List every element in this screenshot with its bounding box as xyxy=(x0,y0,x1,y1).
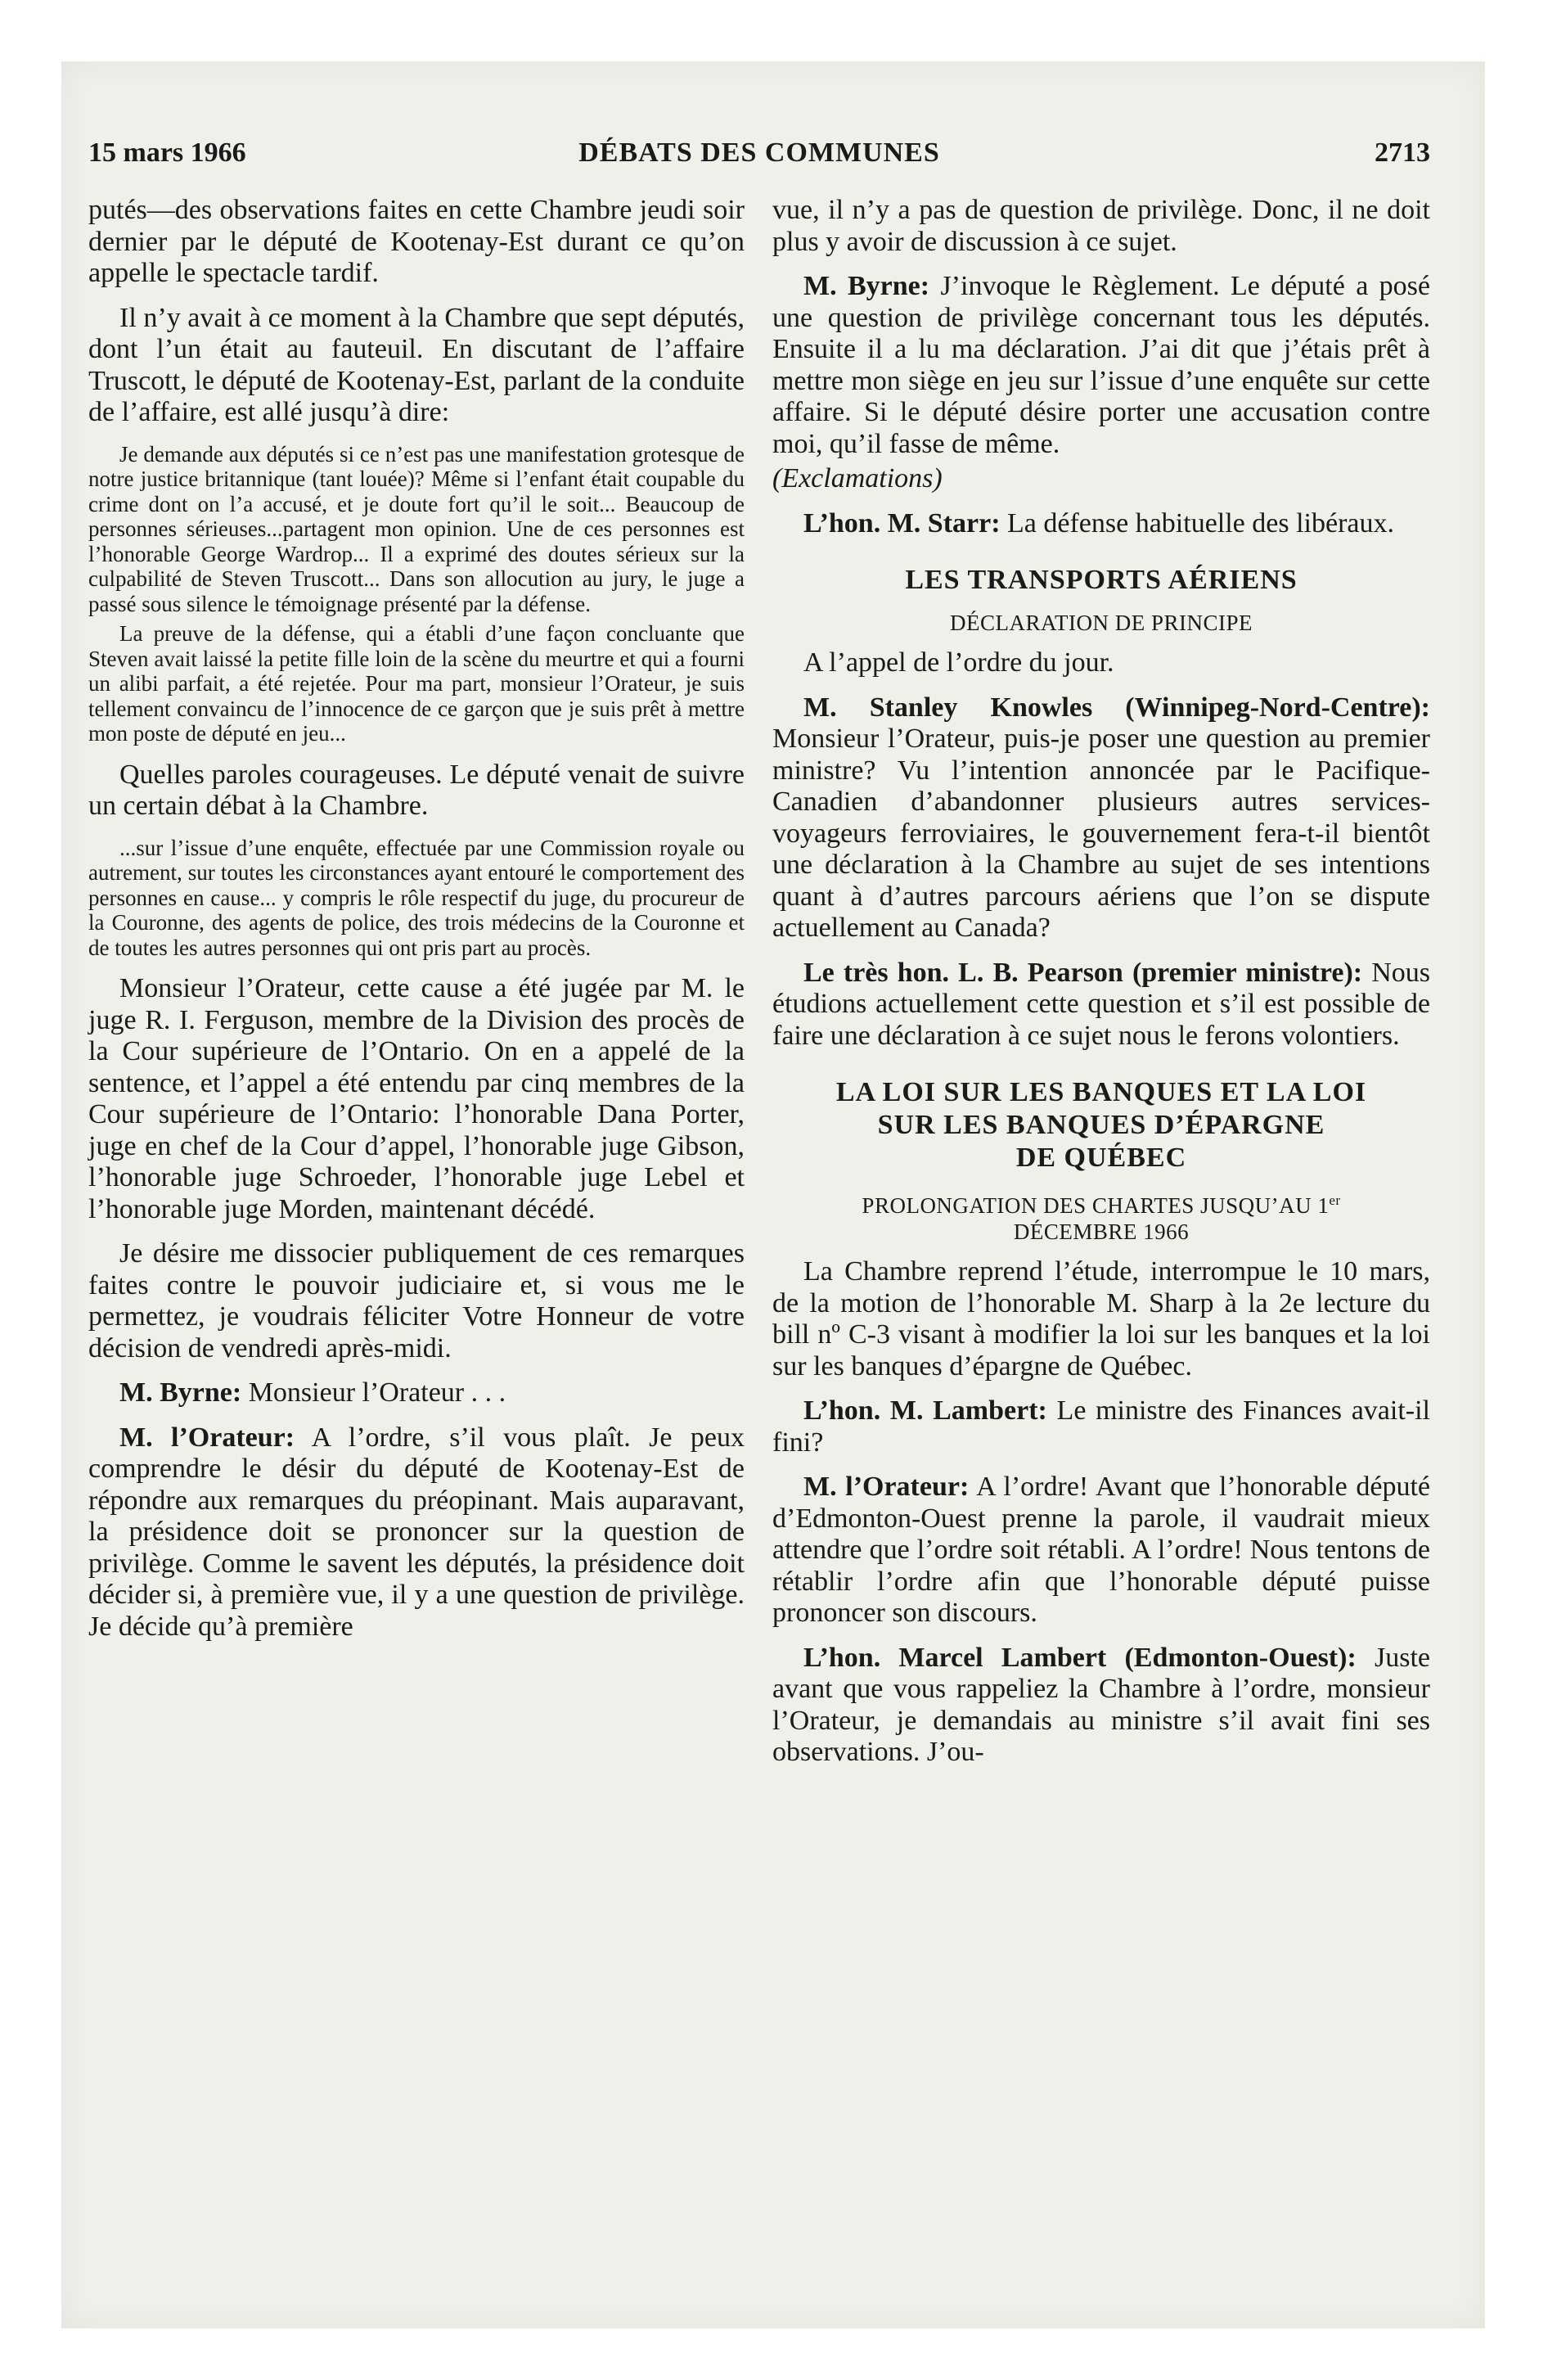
speech-text: Monsieur l’Orateur, puis-je poser une question au premier ministre? Vu l’intention annoncée par le Pacifique-Canadien d’abandonner plusieurs autres services-voyageurs ferroviaires, le gouvernement fera-t-il bientôt une déclaration à la Chambre au sujet de ses intentions quant à d’autres parcours aériens que l’on se dispute actuellement au Canada? xyxy=(772,723,1430,943)
paragraph: putés—des observations faites en cette Chambre jeudi soir dernier par le député de Kootenay-Est durant ce qu’on appelle le spectacle tardif. xyxy=(88,195,745,288)
paragraph: Je désire me dissocier publiquement de ces remarques faites contre le pouvoir judiciaire et, si vous me le permettez, je voudrais féliciter Votre Honneur de votre décision de vendredi après-midi. xyxy=(88,1238,745,1364)
speech-text: A l’ordre, s’il vous plaît. Je peux comprendre le désir du député de Kootenay-Est de répondre aux remarques du préopinant. Mais auparavant, la présidence doit se prononcer sur la question de privilège. Comme le savent les députés, la présidence doit décider si, à première vue, il y a une question de privilège. Je décide qu’à première xyxy=(88,1422,745,1642)
page-header xyxy=(88,137,1430,170)
speaker-name: M. l’Orateur: xyxy=(803,1472,970,1502)
paragraph: Il n’y avait à ce moment à la Chambre que sept députés, dont l’un était au fauteuil. En discutant de l’affaire Truscott, le député de Kootenay-Est, parlant de la conduite de l’affaire, est allé jusqu’à dire: xyxy=(88,302,745,427)
subtitle-superscript: er xyxy=(1329,1192,1341,1208)
paragraph: Monsieur l’Orateur, cette cause a été jugée par M. le juge R. I. Ferguson, membre de la Division des procès de la Cour supérieure de l’Ontario. On en a appelé de la sentence, et l’appel a été entendu par cinq membres de la Cour supérieure de l’Ontario: l’honorable Dana Porter, juge en chef de la Cour d’appel, l’honorable juge Gibson, l’honorable juge Schroeder, l’honorable juge Lebel et l’honorable juge Morden, maintenant décédé. xyxy=(88,973,745,1224)
speech xyxy=(772,1395,1430,1458)
paragraph: A l’appel de l’ordre du jour. xyxy=(803,647,1114,678)
section-title-line: DE QUÉBEC xyxy=(1015,1143,1187,1173)
speaker-name: L’hon. M. Lambert: xyxy=(803,1395,1047,1426)
subtitle-text: PROLONGATION DES CHARTES JUSQU’AU 1 xyxy=(862,1193,1330,1218)
section-title: LES TRANSPORTS AÉRIENS xyxy=(905,565,1298,595)
left-column xyxy=(88,195,745,1656)
speech-text: Monsieur l’Orateur . . . xyxy=(248,1377,506,1408)
speech-text: A l’ordre! Avant que l’honorable député d’Edmonton-Ouest prenne la parole, il vaudrait mieux attendre que l’ordre soit rétabli. A l’ordre! Nous tentons de rétablir l’ordre afin que l’honorable député puisse prononcer son discours. xyxy=(772,1472,1430,1628)
speech xyxy=(772,692,1430,944)
speaker-name: M. l’Orateur: xyxy=(119,1422,295,1453)
header-date: 15 mars 1966 xyxy=(88,137,246,168)
speech-text: J’invoque le Règlement. Le député a posé une question de privilège concernant tous les députés. Ensuite il a lu ma déclaration. J’ai dit que j’étais prêt à mettre mon siège en jeu sur l’issue d’une enquête sur cette affaire. Si le député désire porter une accusation contre moi, qu’il fasse de même. xyxy=(772,271,1430,459)
speech xyxy=(772,271,1430,460)
section-title-line: SUR LES BANQUES D’ÉPARGNE xyxy=(877,1110,1325,1140)
quotation: La preuve de la défense, qui a établi d’une façon concluante que Steven avait laissé la petite fille loin de la scène du meurtre et qui a fourni un alibi parfait, a été rejetée. Pour ma part, monsieur l’Orateur, je suis tellement convaincu de l’innocence de ce garçon que je suis prêt à mettre mon poste de député en jeu... xyxy=(88,621,745,746)
header-title: DÉBATS DES COMMUNES xyxy=(578,137,940,168)
exclamations: (Exclamations) xyxy=(772,463,943,494)
paragraph: La Chambre reprend l’étude, interrompue le 10 mars, de la motion de l’honorable M. Sharp à la 2e lecture du bill nº C-3 visant à modifier la loi sur les banques et la loi sur les banques d’épargne de Québec. xyxy=(772,1256,1430,1382)
speech xyxy=(88,1422,745,1643)
section-title-line: LA LOI SUR LES BANQUES ET LA LOI xyxy=(835,1077,1367,1107)
speaker-name: L’hon. Marcel Lambert (Edmonton-Ouest): xyxy=(803,1642,1357,1673)
speaker-name: Le très hon. L. B. Pearson (premier ministre): xyxy=(803,957,1363,988)
subtitle-text: DÉCEMBRE 1966 xyxy=(1013,1219,1190,1244)
speech-text: La défense habituelle des libéraux. xyxy=(1007,507,1394,539)
right-column xyxy=(772,195,1430,1782)
quotation: Je demande aux députés si ce n’est pas une manifestation grotesque de notre justice britannique (tant louée)? Même si l’enfant était coupable du crime dont on l’a accusé, et je doute fort qu’il le soit... Beaucoup de personnes sérieuses...partagent mon opinion. Une de ces personnes est l’honorable George Wardrop... Il a exprimé des doutes sérieux sur la culpabilité de Steven Truscott... Dans son allocution au jury, le juge a passé sous silence le témoignage présenté par la défense. xyxy=(88,441,745,616)
speech-text: Juste avant que vous rappeliez la Chambre à l’ordre, monsieur l’Orateur, je demandais au ministre s’il avait fini ses observations. J’ou- xyxy=(772,1642,1430,1767)
section-subtitle xyxy=(772,1188,1430,1245)
speech xyxy=(88,1377,745,1409)
speech xyxy=(772,1643,1430,1769)
speech xyxy=(772,1472,1430,1629)
speech-text: Nous étudions actuellement cette question et s’il est possible de faire une déclaration à ce sujet nous le ferons volontiers. xyxy=(772,957,1431,1051)
speech-text: Le ministre des Finances avait-il fini? xyxy=(772,1395,1430,1458)
paragraph: Quelles paroles courageuses. Le député venait de suivre un certain débat à la Chambre. xyxy=(88,759,745,821)
page-number: 2713 xyxy=(1375,137,1430,168)
speaker-name: M. Stanley Knowles (Winnipeg-Nord-Centre): xyxy=(803,692,1430,723)
section-subtitle: DÉCLARATION DE PRINCIPE xyxy=(949,611,1253,635)
speaker-name: M. Byrne: xyxy=(803,271,930,301)
speaker-name: M. Byrne: xyxy=(119,1377,242,1408)
paragraph: vue, il n’y a pas de question de privilège. Donc, il ne doit plus y avoir de discussion à ce sujet. xyxy=(772,195,1430,257)
section-title xyxy=(772,1076,1430,1174)
speech xyxy=(772,958,1430,1053)
speaker-name: L’hon. M. Starr: xyxy=(803,507,1001,539)
quotation: ...sur l’issue d’une enquête, effectuée par une Commission royale ou autrement, sur toutes les circonstances ayant entouré le comportement des personnes en cause... y compris le rôle respectif du juge, du procureur de la Couronne, des agents de police, des trois médecins de la Couronne et de toutes les autres personnes qui ont pris part au procès. xyxy=(88,835,745,960)
speech xyxy=(772,508,1430,540)
